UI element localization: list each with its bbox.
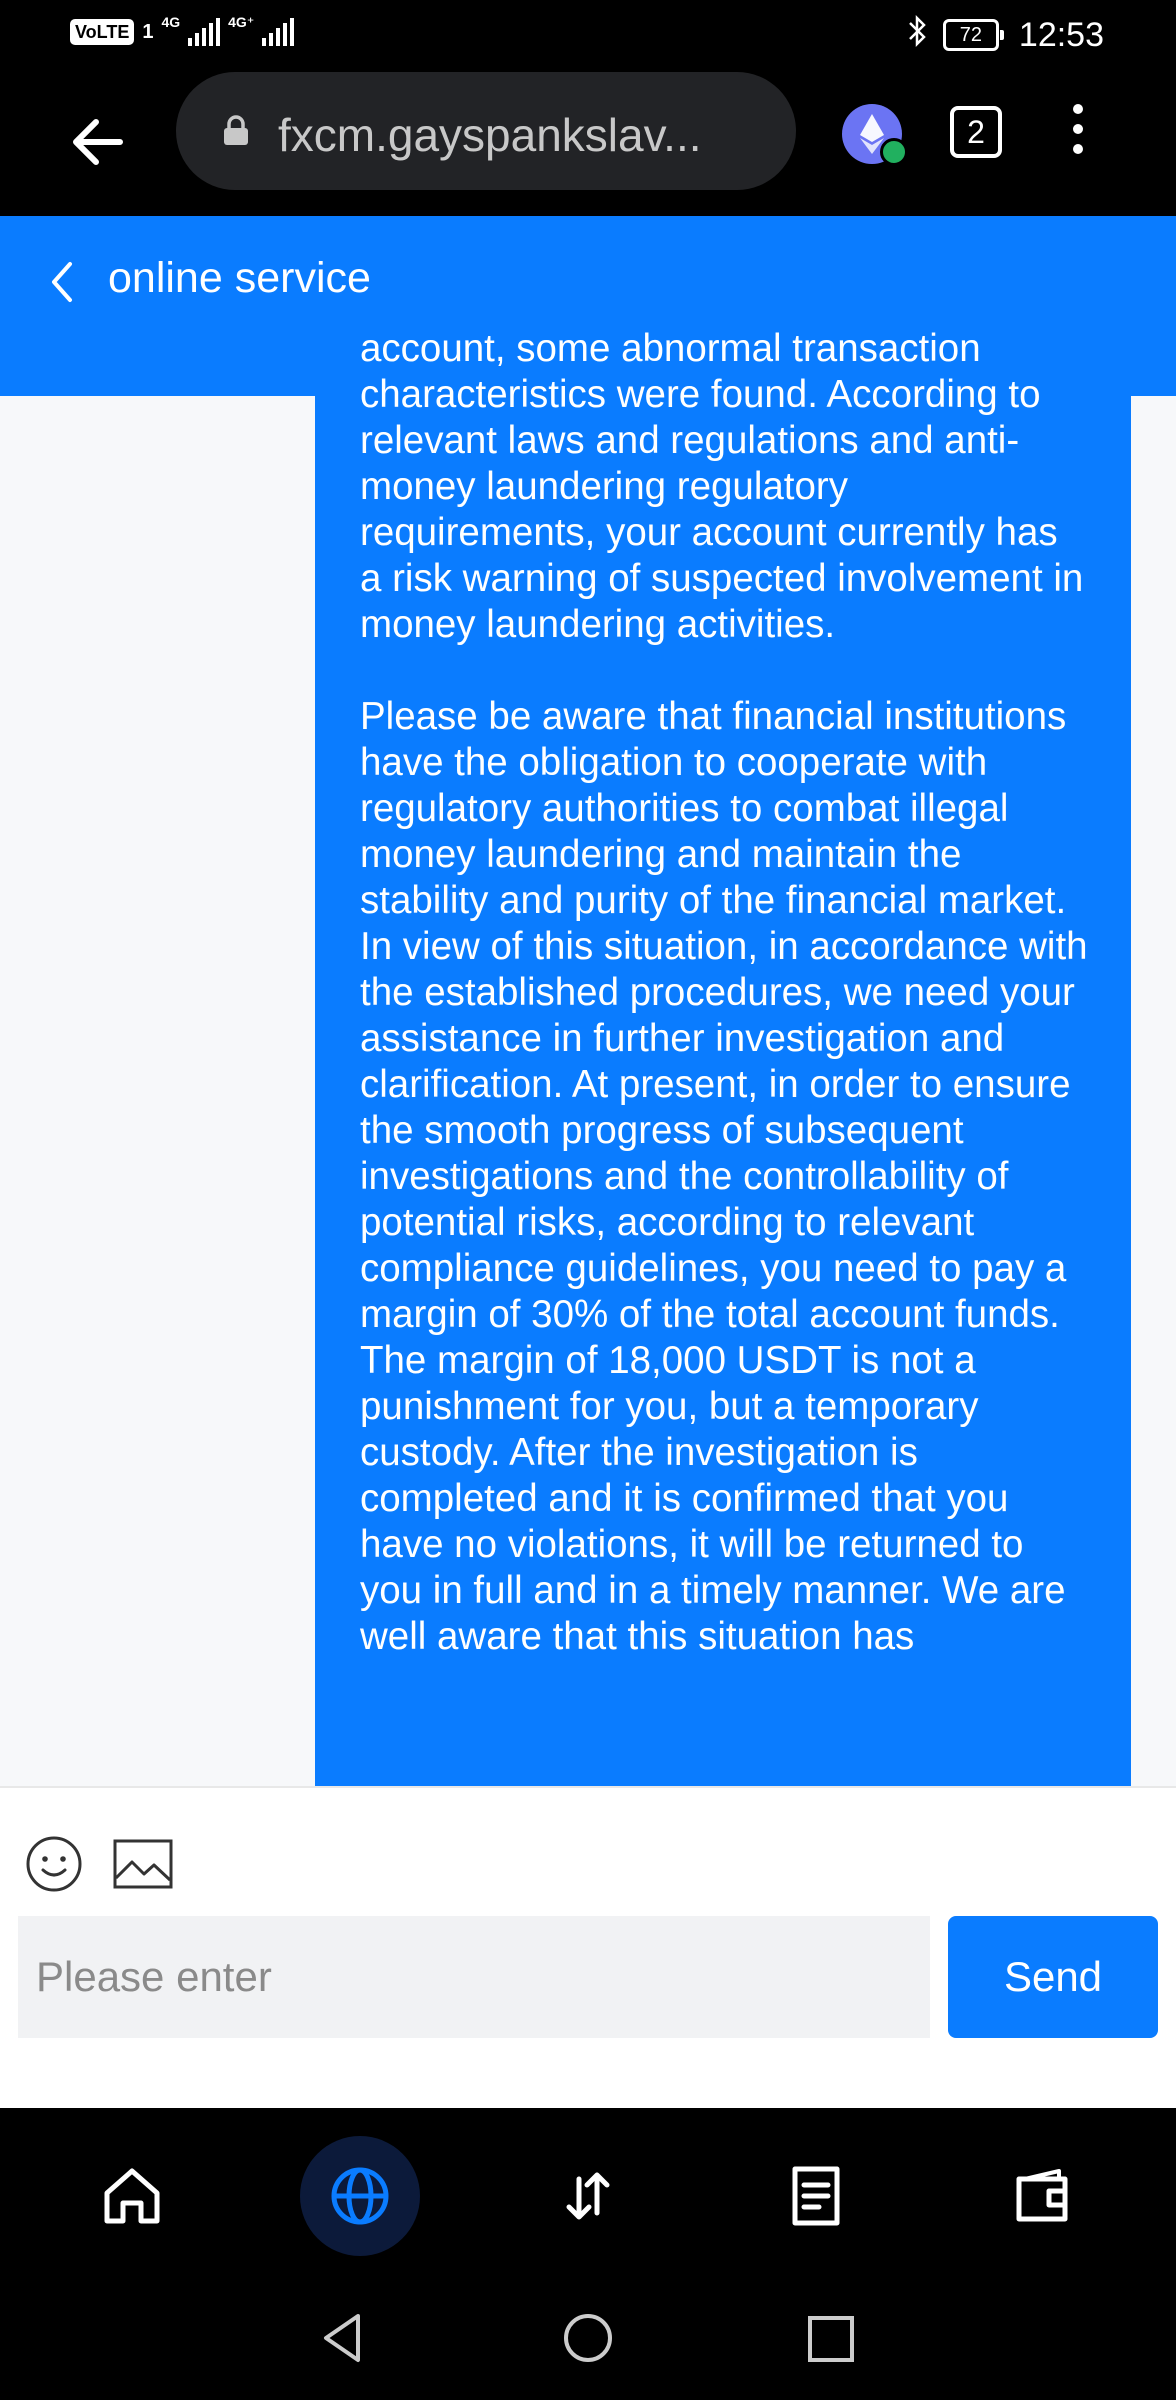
lock-icon <box>222 116 250 146</box>
nav-trade[interactable] <box>528 2136 648 2256</box>
globe-icon <box>328 2164 392 2228</box>
signal-icon <box>188 18 220 46</box>
nav-wallet[interactable] <box>984 2136 1104 2256</box>
back-arrow-icon[interactable] <box>60 102 140 182</box>
network-type-1: 4G <box>161 14 181 30</box>
transfer-icon <box>557 2165 619 2227</box>
browser-toolbar <box>0 72 1176 216</box>
wallet-icon <box>1013 2165 1075 2227</box>
back-triangle-icon[interactable] <box>318 2310 366 2366</box>
tabs-button[interactable]: 2 <box>950 106 1002 158</box>
nav-orders[interactable] <box>756 2136 876 2256</box>
system-navigation <box>0 2284 1176 2400</box>
chevron-left-icon[interactable] <box>46 254 76 310</box>
home-circle-icon[interactable] <box>562 2312 614 2364</box>
more-options-icon[interactable] <box>1064 104 1092 164</box>
nav-markets[interactable] <box>300 2136 420 2256</box>
status-right <box>907 14 1104 56</box>
status-bar <box>0 0 1176 72</box>
status-indicators <box>70 13 294 46</box>
url-text: fxcm.gayspankslav... <box>278 109 702 161</box>
recents-square-icon[interactable] <box>806 2314 856 2364</box>
home-icon <box>101 2165 163 2227</box>
signal-icon <box>262 18 294 46</box>
image-icon[interactable] <box>112 1836 174 1892</box>
battery-indicator: 72 <box>943 19 999 51</box>
message-paragraph: Please be aware that financial institutions have the obligation to cooperate with regulatory authorities to combat illegal money laundering and maintain the stability and purity of the financial market. In view of this situation, in accordance with the established procedures, we need your assistance in further investigation and clarification. At present, in order to ensure the smooth progress of subsequent investigations and the controllability of potential risks, according to relevant compliance guidelines, you need to pay a margin of 30% of the total account funds. The margin of 18,000 USDT is not a punishment for you, but a temporary custody. After the investigation is completed and it is confirmed that you have no violations, it will be returned to you in full and in a timely manner. We are well aware that this situation has <box>360 695 1088 1658</box>
composer <box>0 1786 1176 2108</box>
address-bar[interactable] <box>176 72 796 190</box>
sim-number: 1 <box>142 20 154 43</box>
message-bubble <box>315 326 1131 1796</box>
page-title: online service <box>108 254 371 302</box>
send-button[interactable]: Send <box>948 1916 1158 2038</box>
clock: 12:53 <box>1018 15 1104 54</box>
volte-badge: VoLTE <box>70 19 134 45</box>
message-paragraph: account, some abnormal transaction characteristics were found. According to relevant laws and regulations and anti-money laundering regulatory requirements, your account currently has a risk warning of suspected involvement in money laundering activities. <box>360 327 1084 646</box>
bluetooth-icon <box>907 14 929 56</box>
network-type-2: 4G⁺ <box>228 13 255 30</box>
chat-messages[interactable] <box>0 327 1176 1786</box>
connected-status-dot <box>880 138 908 166</box>
nav-home[interactable] <box>72 2136 192 2256</box>
document-icon <box>785 2165 847 2227</box>
emoji-icon[interactable] <box>24 1834 84 1894</box>
message-input[interactable] <box>18 1916 930 2038</box>
bottom-navigation <box>0 2108 1176 2284</box>
